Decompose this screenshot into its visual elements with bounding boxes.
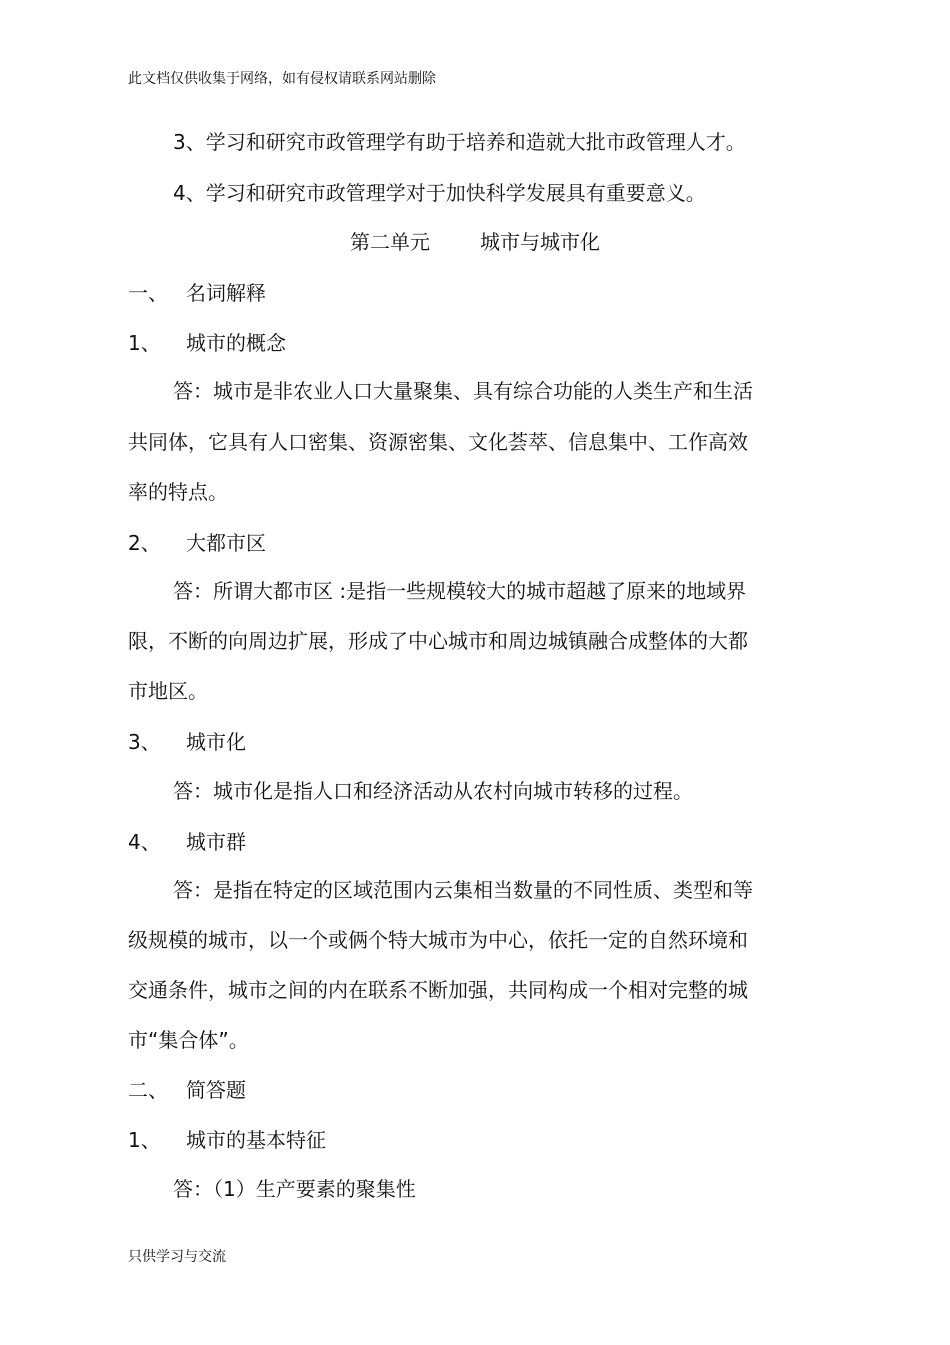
answer-line: 答：（1）生产要素的聚集性 <box>173 1177 416 1201</box>
answer-line: 答：所谓大都市区 :是指一些规模较大的城市超越了原来的地域界 <box>173 579 747 603</box>
answer-line: 率的特点。 <box>128 480 228 504</box>
answer-line: 市地区。 <box>128 679 208 703</box>
unit-title <box>0 230 950 254</box>
answer-line: 答：城市是非农业人口大量聚集、具有综合功能的人类生产和生活 <box>173 379 753 403</box>
term-number: 2、 <box>128 531 161 555</box>
term-heading <box>128 331 286 355</box>
term-heading <box>128 830 246 854</box>
question-number: 1、 <box>128 1128 161 1152</box>
term-title: 城市化 <box>186 730 246 754</box>
term-number: 1、 <box>128 331 161 355</box>
page-header: 此文档仅供收集于网络，如有侵权请联系网站删除 <box>128 71 436 87</box>
page-footer: 只供学习与交流 <box>128 1249 226 1265</box>
question-title: 城市的基本特征 <box>186 1128 326 1152</box>
paragraph: 3、学习和研究市政管理学有助于培养和造就大批市政管理人才。 <box>173 130 746 154</box>
term-title: 城市群 <box>186 830 246 854</box>
section-number: 二、 <box>128 1078 168 1102</box>
answer-line: 共同体，它具有人口密集、资源密集、文化荟萃、信息集中、工作高效 <box>128 430 748 454</box>
section-heading <box>128 1078 246 1102</box>
term-number: 4、 <box>128 830 161 854</box>
section-heading <box>128 281 266 305</box>
term-heading <box>128 730 246 754</box>
answer-line: 级规模的城市，以一个或俩个特大城市为中心，依托一定的自然环境和 <box>128 928 748 952</box>
paragraph: 4、学习和研究市政管理学对于加快科学发展具有重要意义。 <box>173 181 706 205</box>
term-title: 城市的概念 <box>186 331 286 355</box>
answer-line: 市“集合体”。 <box>128 1028 249 1052</box>
answer-line: 答：城市化是指人口和经济活动从农村向城市转移的过程。 <box>173 779 693 803</box>
question-heading <box>128 1128 326 1152</box>
term-number: 3、 <box>128 730 161 754</box>
answer-line: 答：是指在特定的区域范围内云集相当数量的不同性质、类型和等 <box>173 878 753 902</box>
answer-line: 交通条件，城市之间的内在联系不断加强，共同构成一个相对完整的城 <box>128 978 748 1002</box>
term-heading <box>128 531 266 555</box>
section-title: 简答题 <box>186 1078 246 1102</box>
section-number: 一、 <box>128 281 168 305</box>
unit-title-name: 城市与城市化 <box>480 230 600 254</box>
answer-line: 限，不断的向周边扩展，形成了中心城市和周边城镇融合成整体的大都 <box>128 629 748 653</box>
unit-title-number: 第二单元 <box>350 230 430 254</box>
section-title: 名词解释 <box>186 281 266 305</box>
term-title: 大都市区 <box>186 531 266 555</box>
